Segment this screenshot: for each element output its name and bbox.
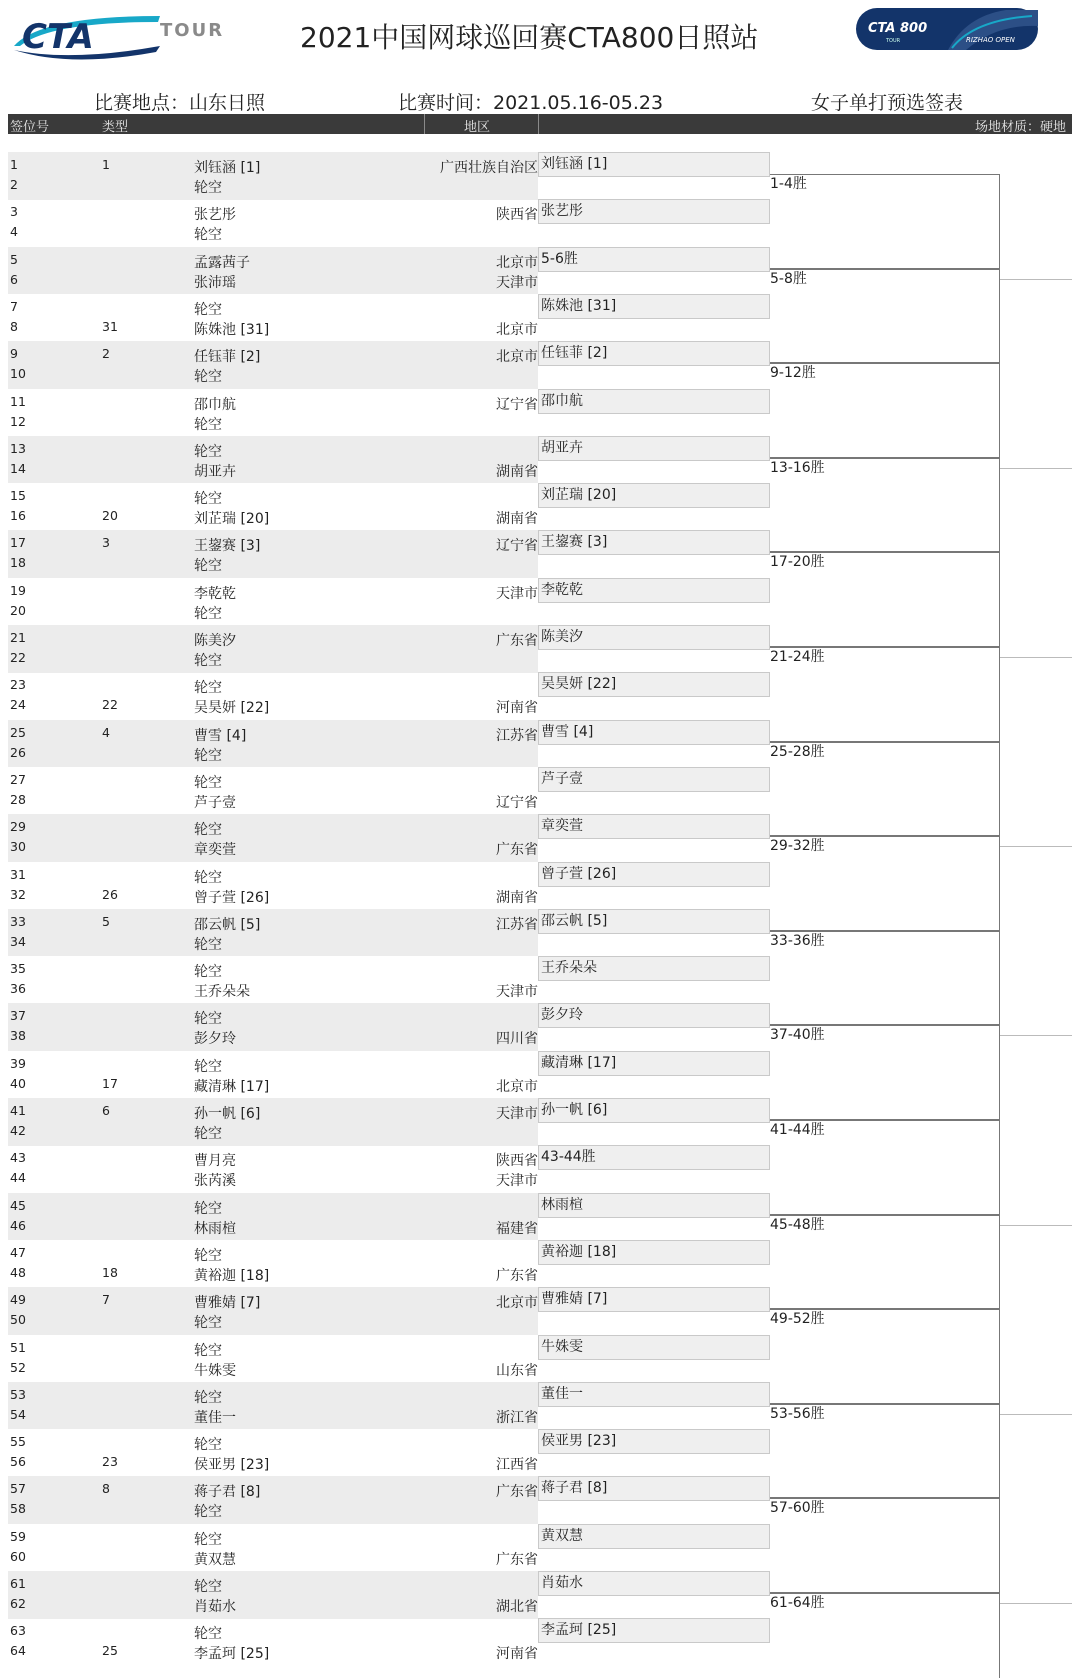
draw-number: 1 [10,157,18,172]
round2-connector [770,269,1000,364]
player-name: 轮空 [194,301,222,318]
player-name: 刘钰涵 [1] [194,160,261,176]
round1-slot: 牛姝雯 [538,1335,770,1360]
draw-number: 40 [10,1075,26,1091]
round2-label: 37-40胜 [770,1027,825,1044]
draw-number: 32 [10,886,26,902]
player-name: 轮空 [194,869,222,886]
round3-line [1000,1035,1072,1036]
round2-label: 29-32胜 [770,838,825,855]
round1-slot: 刘芷瑞 [20] [538,483,770,508]
round1-slot: 胡亚卉 [538,436,770,461]
draw-number: 6 [10,271,18,287]
draw-number: 29 [10,819,26,835]
draw-number: 60 [10,1548,26,1564]
draw-number: 16 [10,508,26,524]
round1-slot: 林雨楦 [538,1193,770,1218]
seed-number: 18 [102,1264,118,1280]
draw-number: 8 [10,318,18,334]
round1-slot: 肖茹水 [538,1571,770,1596]
badge-rizhao-text: RIZHAO OPEN [966,36,1015,44]
player-name: 王鋆赛 [3] [194,538,261,555]
player-region: 天津市 [496,274,538,291]
seed-number: 5 [102,913,110,929]
draw-number: 22 [10,650,26,665]
draw-number: 30 [10,839,26,855]
player-name: 轮空 [194,747,222,764]
player-region: 陕西省 [496,207,538,224]
player-name: 轮空 [194,180,222,196]
draw-number: 27 [10,771,26,787]
draw-number: 17 [10,535,26,551]
player-region: 北京市 [496,1078,538,1095]
round2-connector [770,1309,1000,1404]
seed-number: 26 [102,886,118,902]
draw-number: 9 [10,346,18,362]
player-region: 北京市 [496,321,538,338]
round2-label: 53-56胜 [770,1405,825,1422]
round1-slot: 5-6胜 [538,247,770,272]
draw-number: 48 [10,1264,26,1280]
player-region: 辽宁省 [496,396,538,413]
round2-label: 13-16胜 [770,459,825,476]
player-name: 轮空 [194,653,222,669]
player-name: 侯亚男 [23] [194,1457,270,1474]
round2-connector [770,1498,1000,1593]
draw-number: 62 [10,1596,26,1611]
player-region: 北京市 [496,1295,538,1312]
player-name: 王乔朵朵 [194,984,250,1001]
round3-line [1000,1414,1072,1415]
draw-number: 43 [10,1150,26,1166]
player-region: 广东省 [496,1484,538,1501]
round1-slot: 黄双慧 [538,1524,770,1549]
round2-label: 57-60胜 [770,1500,825,1517]
player-name: 轮空 [194,605,222,622]
round1-slot: 刘钰涵 [1] [538,152,770,177]
player-region: 广东省 [496,1551,538,1568]
round1-slot: 藏清琳 [17] [538,1051,770,1076]
round1-slot: 陈美汐 [538,625,770,650]
player-name: 轮空 [194,1315,222,1332]
seed-number: 23 [102,1454,118,1470]
round2-connector [770,836,1000,931]
badge-tour-text: TOUR [886,38,901,44]
seed-number: 20 [102,508,118,524]
player-name: 轮空 [194,1504,222,1521]
draw-number: 44 [10,1170,26,1186]
seed-number: 3 [102,535,110,551]
draw-number: 58 [10,1501,26,1517]
draw-number: 55 [10,1434,26,1450]
seed-number: 22 [102,697,118,713]
player-name: 蒋子君 [8] [194,1484,261,1501]
round1-slot: 孙一帆 [6] [538,1098,770,1123]
player-name: 曹雅婧 [7] [194,1295,261,1312]
player-name: 轮空 [194,774,222,791]
round2-connector [770,931,1000,1026]
draw-number: 37 [10,1008,26,1024]
player-name: 曹月亮 [194,1153,236,1170]
player-name: 章奕萱 [194,842,236,859]
seed-number: 25 [102,1643,118,1659]
draw-number: 13 [10,440,26,456]
round3-line [1000,1603,1072,1604]
player-name: 邵巾航 [194,396,236,413]
player-name: 轮空 [194,1247,222,1264]
seed-number: 6 [102,1103,110,1118]
round1-slot: 章奕萱 [538,814,770,839]
draw-number: 10 [10,366,26,382]
round1-slot: 王乔朵朵 [538,956,770,981]
player-region: 北京市 [496,254,538,271]
dates-text: 比赛时间：2021.05.16-05.23 [398,92,664,114]
player-region: 湖南省 [496,511,538,528]
logo-cta-text: CTA [22,17,94,57]
player-region: 天津市 [496,585,538,602]
player-name: 轮空 [194,936,222,953]
round2-connector [770,363,1000,458]
draw-number: 26 [10,744,26,760]
player-region: 浙江省 [496,1409,538,1426]
col-type: 类型 [102,120,129,135]
round1-slot: 曾子萱 [26] [538,862,770,887]
round1-slot: 侯亚男 [23] [538,1429,770,1454]
player-name: 董佳一 [194,1409,236,1426]
player-name: 邵云帆 [5] [194,916,261,933]
round2-label: 5-8胜 [770,270,807,287]
player-name: 曾子萱 [26] [194,889,270,906]
round2-connector [770,1593,1000,1678]
round1-slot: 曹雅婧 [7] [538,1287,770,1312]
round1-slot: 43-44胜 [538,1145,770,1170]
player-region: 天津市 [496,1173,538,1190]
round3-line [1000,279,1072,280]
draw-number: 24 [10,697,26,713]
player-region: 北京市 [496,349,538,366]
draw-number: 39 [10,1055,26,1071]
player-region: 湖南省 [496,463,538,480]
player-name: 刘芷瑞 [20] [194,511,270,528]
col-region: 地区 [464,120,491,135]
seed-number: 2 [102,346,110,362]
draw-number: 64 [10,1643,26,1659]
player-name: 轮空 [194,1437,222,1454]
round1-slot: 陈姝池 [31] [538,294,770,319]
seed-number: 1 [102,157,110,172]
player-name: 胡亚卉 [194,463,236,480]
draw-number: 25 [10,724,26,740]
player-name: 黄裕迦 [18] [194,1267,270,1284]
player-region: 天津市 [496,984,538,1001]
round1-slot: 李孟珂 [25] [538,1618,770,1643]
player-name: 张芮溪 [194,1173,236,1190]
draw-number: 4 [10,224,18,240]
player-region: 广东省 [496,633,538,649]
round2-connector [770,174,1000,269]
round1-slot: 蒋子君 [8] [538,1476,770,1501]
draw-number: 45 [10,1197,26,1213]
draw-number: 21 [10,630,26,645]
player-region: 四川省 [496,1031,538,1048]
draw-number: 57 [10,1481,26,1497]
draw-number: 61 [10,1576,26,1591]
draw-number: 20 [10,602,26,618]
player-region: 天津市 [496,1106,538,1122]
round1-slot: 李乾乾 [538,578,770,603]
player-name: 轮空 [194,227,222,244]
player-name: 张艺彤 [194,207,236,224]
player-name: 吴昊妍 [22] [194,700,270,717]
round2-label: 25-28胜 [770,743,825,760]
player-name: 黄双慧 [194,1551,236,1568]
player-name: 陈美汐 [194,633,236,649]
draw-number: 15 [10,488,26,504]
player-region: 江苏省 [496,727,538,744]
player-region: 湖南省 [496,889,538,906]
draw-number: 38 [10,1028,26,1044]
round1-slot: 彭夕玲 [538,1003,770,1028]
player-name: 孙一帆 [6] [194,1106,261,1122]
player-name: 陈姝池 [31] [194,321,270,338]
round2-connector [770,1025,1000,1120]
draw-number: 50 [10,1312,26,1328]
player-region: 广东省 [496,842,538,859]
draw-number: 59 [10,1528,26,1544]
player-name: 任钰菲 [2] [194,349,261,366]
draw-number: 53 [10,1386,26,1402]
seed-number: 4 [102,724,110,740]
badge-cta800-text: CTA 800 [868,21,928,36]
draw-number: 3 [10,204,18,220]
draw-number: 51 [10,1339,26,1355]
round2-label: 21-24胜 [770,649,825,665]
draw-number: 2 [10,177,18,192]
player-name: 轮空 [194,1058,222,1075]
round2-label: 1-4胜 [770,176,807,192]
player-region: 辽宁省 [496,538,538,555]
player-name: 藏清琳 [17] [194,1078,270,1095]
draw-number: 54 [10,1406,26,1422]
round3-line [1000,846,1072,847]
draw-number: 5 [10,251,18,267]
seed-number: 31 [102,318,118,334]
round2-connector [770,742,1000,837]
round2-label: 9-12胜 [770,365,816,382]
draw-number: 42 [10,1123,26,1138]
round2-connector [770,1404,1000,1499]
round2-label: 41-44胜 [770,1122,825,1138]
player-name: 轮空 [194,1126,222,1142]
round1-slot: 黄裕迦 [18] [538,1240,770,1265]
draw-number: 23 [10,677,26,693]
draw-number: 11 [10,393,26,409]
player-name: 轮空 [194,1626,222,1643]
draw-number: 14 [10,460,26,476]
col-surface: 场地材质：硬地 [974,120,1066,135]
player-name: 孟露茜子 [194,254,250,271]
player-region: 广西壮族自治区 [440,160,538,176]
round2-label: 49-52胜 [770,1311,825,1328]
draw-number: 49 [10,1292,26,1308]
round2-connector [770,458,1000,553]
player-name: 轮空 [194,443,222,460]
seed-number: 7 [102,1292,110,1308]
round2-connector [770,1215,1000,1310]
player-region: 辽宁省 [496,794,538,811]
draw-number: 41 [10,1103,26,1118]
player-region: 河南省 [496,1646,538,1663]
draw-number: 34 [10,933,26,949]
event-name-text: 女子单打预选签表 [811,92,964,114]
draw-number: 28 [10,791,26,807]
player-region: 江苏省 [496,916,538,933]
draw-number: 7 [10,298,18,314]
player-name: 彭夕玲 [194,1031,236,1048]
round1-slot: 张艺彤 [538,199,770,224]
draw-number: 12 [10,413,26,429]
player-name: 芦子壹 [194,794,236,811]
player-name: 轮空 [194,822,222,839]
player-name: 牛姝雯 [194,1362,236,1379]
round2-label: 33-36胜 [770,932,825,949]
round1-slot: 任钰菲 [2] [538,341,770,366]
round1-slot: 邵巾航 [538,389,770,414]
round2-connector [770,552,1000,647]
round1-slot: 邵云帆 [5] [538,909,770,934]
player-name: 轮空 [194,416,222,433]
seed-number: 8 [102,1481,110,1497]
col-draw-pos: 签位号 [10,120,50,135]
round3-line [1000,468,1072,469]
draw-number: 63 [10,1623,26,1639]
player-name: 肖茹水 [194,1599,236,1615]
round2-label: 17-20胜 [770,554,825,571]
round1-slot: 芦子壹 [538,767,770,792]
player-name: 林雨楦 [194,1220,236,1237]
round1-slot: 董佳一 [538,1382,770,1407]
draw-number: 19 [10,582,26,598]
player-name: 轮空 [194,964,222,981]
round2-connector [770,1120,1000,1215]
player-name: 轮空 [194,558,222,575]
player-name: 张沛瑶 [194,274,236,291]
logo-tour-text: TOUR [160,20,225,41]
player-name: 轮空 [194,1579,222,1595]
round3-line [1000,1225,1072,1226]
player-name: 轮空 [194,1342,222,1359]
player-name: 轮空 [194,491,222,508]
venue-text: 比赛地点：山东日照 [94,92,266,114]
round2-label: 61-64胜 [770,1595,825,1611]
draw-number: 46 [10,1217,26,1233]
player-name: 轮空 [194,1389,222,1406]
round1-slot: 吴昊妍 [22] [538,672,770,697]
draw-number: 36 [10,981,26,997]
player-name: 曹雪 [4] [194,727,247,744]
round2-label: 45-48胜 [770,1216,825,1233]
player-name: 轮空 [194,680,222,697]
player-region: 广东省 [496,1267,538,1284]
draw-number: 47 [10,1244,26,1260]
draw-number: 31 [10,866,26,882]
player-region: 江西省 [496,1457,538,1474]
player-name: 轮空 [194,1011,222,1028]
page-title: 2021中国网球巡回赛CTA800日照站 [300,21,759,54]
player-region: 福建省 [496,1220,538,1237]
player-region: 湖北省 [496,1599,538,1615]
round2-connector [770,647,1000,742]
draw-number: 35 [10,961,26,977]
draw-number: 33 [10,913,26,929]
draw-number: 52 [10,1359,26,1375]
draw-number: 56 [10,1454,26,1470]
player-region: 陕西省 [496,1153,538,1170]
player-name: 李孟珂 [25] [194,1646,270,1663]
draw-number: 18 [10,555,26,571]
player-region: 山东省 [496,1362,538,1379]
seed-number: 17 [102,1075,118,1091]
round1-slot: 曹雪 [4] [538,720,770,745]
player-region: 河南省 [496,700,538,717]
player-name: 轮空 [194,369,222,386]
player-name: 轮空 [194,1531,222,1548]
player-name: 李乾乾 [194,585,236,602]
round3-line [1000,657,1072,658]
round1-slot: 王鋆赛 [3] [538,530,770,555]
player-name: 轮空 [194,1200,222,1217]
